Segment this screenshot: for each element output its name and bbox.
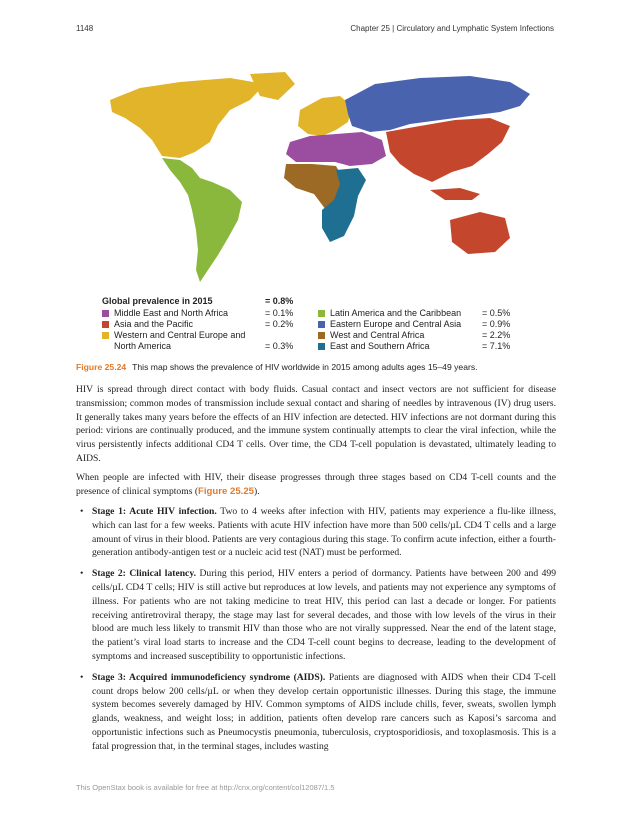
legend-swatch xyxy=(318,321,325,328)
bullet-icon: • xyxy=(80,671,84,683)
legend-value: = 0.5% xyxy=(482,308,511,318)
paragraph-text-end: ). xyxy=(254,485,260,497)
caption-text: This map shows the prevalence of HIV worldwide in 2015 among adults ages 15–49 years. xyxy=(132,362,478,372)
region-europe xyxy=(298,96,352,136)
legend-label: West and Central Africa xyxy=(330,330,425,340)
stage-text: Two to 4 weeks after infection with HIV, patients may experience a flu-like illness, which can last for a few weeks. Patients with acute HIV infection have more than 500 cells/µL CD4 T cells and a large amount of virus in their blood. Patients are very contagious during this stage. To confirm acute infection, either a fourth-generation antibody-antigen test or a nucleic acid test (NAT) must be performed. xyxy=(92,506,557,559)
legend-swatch xyxy=(318,310,325,317)
figure-caption xyxy=(76,362,556,372)
stages-list xyxy=(76,505,556,761)
legend-swatch xyxy=(102,310,109,317)
stage-heading: Stage 2: Clinical latency. xyxy=(92,568,196,580)
stage-text: Patients are diagnosed with AIDS when their CD4 T-cell count drops below 200 cells/µL or when they develop certain opportunistic illnesses. During this stage, the immune system becomes severely damaged by HIV. Common symptoms of AIDS include chills, fever, sweats, swollen lymph glands, weakness, and weight loss; in addition, patients often develop rare cancers such as Kaposi’s sarcoma and opportunistic infections such as Pneumocystis pneumonia, tuberculosis, cryptosporidiosis, and toxoplasmosis. This is a fatal progression that, in the terminal stages, includes wasting xyxy=(92,671,556,752)
bullet-icon: • xyxy=(80,568,84,580)
stage-heading: Stage 1: Acute HIV infection. xyxy=(92,506,217,517)
legend-label: Asia and the Pacific xyxy=(114,319,194,329)
legend-value: = 0.9% xyxy=(482,319,511,329)
page-number: 1148 xyxy=(76,24,94,33)
legend-label: Western and Central Europe and xyxy=(114,330,246,340)
legend-value: = 0.1% xyxy=(265,308,294,318)
figure-reference-link[interactable]: Figure 25.25 xyxy=(198,485,255,497)
region-north-america xyxy=(110,78,265,158)
bullet-icon: • xyxy=(80,506,84,517)
legend-swatch xyxy=(318,343,325,350)
region-indonesia xyxy=(430,188,480,200)
list-item xyxy=(76,671,556,754)
legend-value: = 7.1% xyxy=(482,341,511,351)
body-paragraph xyxy=(76,471,556,499)
legend-label: East and Southern Africa xyxy=(330,341,430,351)
world-hiv-prevalence-map xyxy=(100,70,540,295)
legend-value: = 0.3% xyxy=(265,341,294,351)
legend-label: Latin America and the Caribbean xyxy=(330,308,462,318)
region-greenland xyxy=(250,72,295,100)
list-item xyxy=(76,567,556,664)
stage-text: During this period, HIV enters a period of dormancy. Patients have between 200 and 499 cells/µL CD4 T cells; HIV is still active but reproduces at low levels, and patients may not experience any symptoms of illness. For patients who are not taking medicine to treat HIV, this period can last a decade or longer. For patients receiving antiretroviral therapy, the stage may last for several decades, and those with low levels of the virus in their blood are much less likely to transmit HIV than those who are not virally suppressed. Near the end of the latent stage, the patient’s viral load starts to increase and the CD4 T-cell count begins to decrease, leading to the development of symptoms and increased susceptibility to opportunistic infections. xyxy=(92,568,556,662)
figure-label: Figure 25.24 xyxy=(76,362,127,372)
legend-total: = 0.8% xyxy=(265,296,294,306)
body-paragraph: HIV is spread through direct contact with body fluids. Casual contact and insect vectors are not sufficient for disease transmission; common modes of transmission include sexual contact and sharing of needles by intravenous (IV) drug users. It generally takes many years before the effects of an HIV infection are detected. HIV infections are not dormant during this period: virions are continually produced, and the immune system continually attempts to clear the viral infection, while the virus persistently infects additional CD4 T cells. Over time, the CD4 T-cell population is devastated, ultimately leading to AIDS. xyxy=(76,384,556,464)
page-footer: This OpenStax book is available for free at http://cnx.org/content/col12087/1.5 xyxy=(76,783,335,792)
legend-label: North America xyxy=(114,341,172,351)
legend-swatch xyxy=(318,332,325,339)
legend-label: Eastern Europe and Central Asia xyxy=(330,319,462,329)
chapter-header: Chapter 25 | Circulatory and Lymphatic System Infections xyxy=(350,24,554,33)
legend-value: = 0.2% xyxy=(265,319,294,329)
region-mena xyxy=(286,132,386,166)
legend-swatch xyxy=(102,321,109,328)
stage-heading: Stage 3: Acquired immunodeficiency syndrome (AIDS). xyxy=(92,671,326,683)
list-item xyxy=(76,505,556,560)
legend-value: = 2.2% xyxy=(482,330,511,340)
legend-title: Global prevalence in 2015 xyxy=(102,296,213,306)
legend-label: Middle East and North Africa xyxy=(114,308,229,318)
paragraph-text: When people are infected with HIV, their disease progresses through three stages based on CD4 T-cell counts and the presence of clinical symptoms ( xyxy=(76,472,556,497)
legend-swatch xyxy=(102,332,109,339)
region-latin-america xyxy=(162,158,242,282)
region-asia-pacific xyxy=(386,118,510,182)
region-australia xyxy=(450,212,510,254)
